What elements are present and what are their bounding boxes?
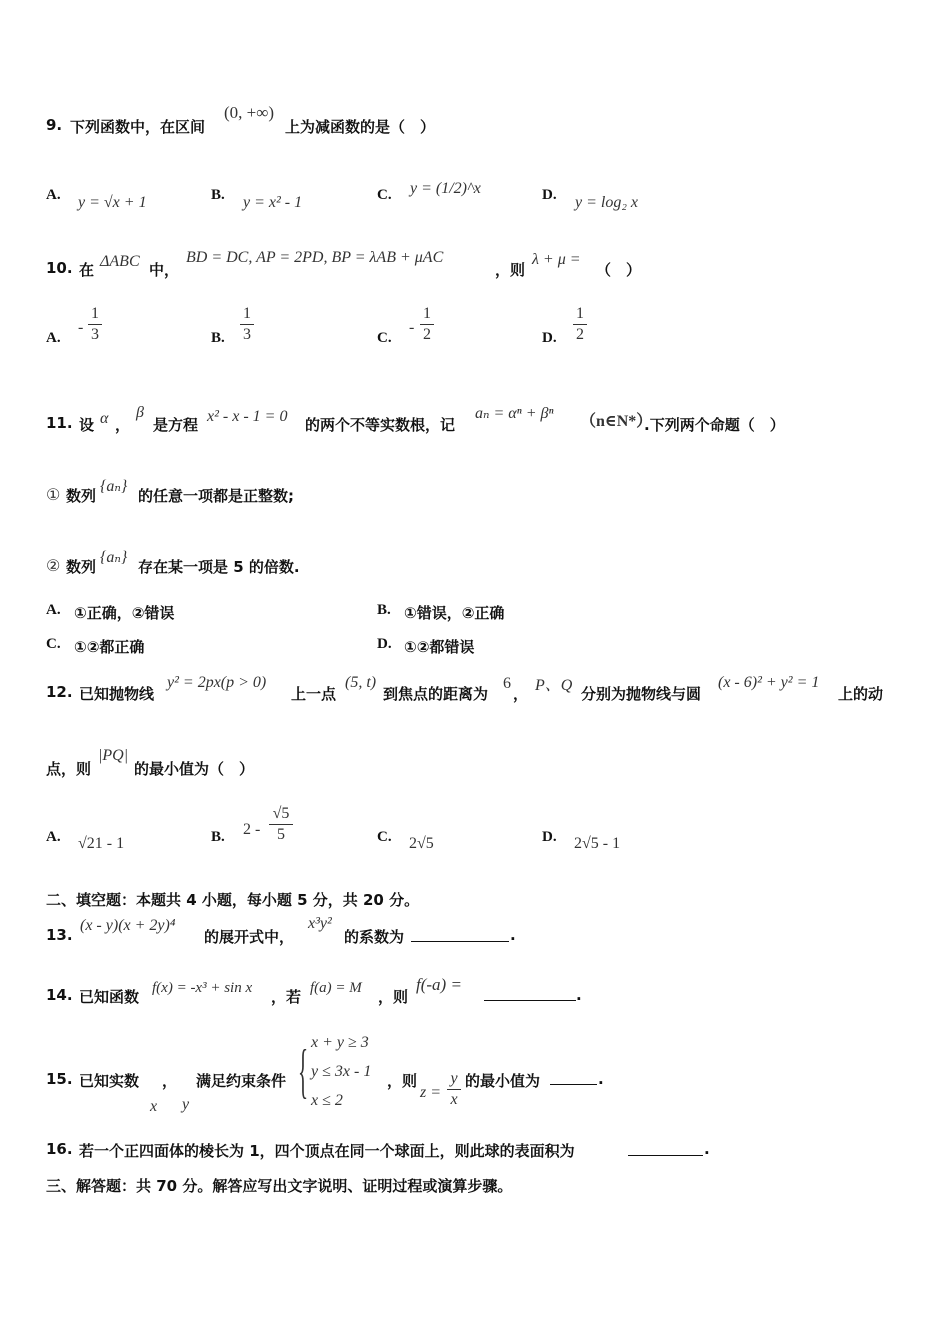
q11-equation: x² - x - 1 = 0 [207, 408, 288, 425]
q10-option-c-num: 1 [423, 305, 431, 322]
q13-answer-blank[interactable] [411, 927, 509, 942]
q15-text-2: 满足约束条件 [196, 1072, 287, 1090]
section-3-heading: 三、解答题：共 70 分。解答应写出文字说明、证明过程或演算步骤。 [46, 1177, 513, 1195]
q15-answer-blank[interactable] [550, 1070, 597, 1085]
q14-fa: f(a) = M [310, 980, 362, 996]
q16-text: 若一个正四面体的棱长为 1，四个顶点在同一个球面上，则此球的表面积为 [79, 1142, 575, 1160]
q15-text-1: 已知实数 [79, 1072, 140, 1090]
fraction-bar [420, 324, 434, 325]
q14-function: f(x) = -x³ + sin x [152, 980, 253, 996]
q9-option-b: y = x² - 1 [243, 194, 303, 211]
q11-prop2-b: 存在某一项是 5 的倍数. [138, 558, 300, 576]
q11-text-3: 是方程 [153, 416, 199, 434]
q10-stem-c: ，则 [495, 261, 526, 279]
q9-option-a-label: A. [46, 187, 61, 203]
q15-var-x: x [150, 1098, 158, 1115]
q12-option-b-den: 5 [277, 826, 285, 843]
q9-interval: (0, +∞) [224, 103, 275, 122]
q11-alpha: α [100, 410, 109, 427]
q13-text-1: 的展开式中， [204, 928, 295, 946]
q11-prop1-a: 数列 [66, 487, 97, 505]
q10-option-a-num: 1 [91, 305, 99, 322]
q12-abs-pq: |PQ| [98, 747, 129, 764]
q9-option-c-label: C. [377, 187, 392, 203]
q11-number: 11. [46, 414, 73, 432]
q16-answer-blank[interactable] [628, 1141, 703, 1156]
q11-prop1-mark: ① [46, 487, 61, 504]
q15-separator: ， [162, 1072, 178, 1090]
q14-text-1: 已知函数 [79, 988, 140, 1006]
q10-number: 10. [46, 259, 73, 277]
q12-parabola: y² = 2px(p > 0) [167, 674, 267, 691]
q15-constraint-2: y ≤ 3x - 1 [311, 1063, 372, 1080]
q10-stem-b: 中， [149, 261, 180, 279]
q11-option-c-label: C. [46, 636, 61, 652]
q11-text-2: ， [115, 416, 131, 434]
q10-option-a-sign: - [78, 319, 84, 336]
q9-stem-b: 上为减函数的是（ ） [285, 118, 436, 136]
q11-option-a: ①正确，②错误 [74, 604, 175, 622]
q12-text-8: 的最小值为（ ） [134, 760, 255, 778]
q14-f-neg-a: f(-a) = [416, 975, 462, 994]
q10-condition: BD = DC, AP = 2PD, BP = λAB + μAC [186, 249, 444, 266]
q12-text-6: 上的动 [838, 685, 884, 703]
q15-z: z = [420, 1084, 442, 1101]
q9-option-c: y = (1/2)^x [410, 180, 481, 197]
q10-option-c-sign: - [409, 319, 415, 336]
q10-ask: λ + μ = [532, 251, 581, 268]
q12-text-2: 上一点 [291, 685, 337, 703]
q15-var-y: y [182, 1096, 190, 1113]
q10-option-b-label: B. [211, 330, 225, 346]
q13-text-2: 的系数为 [344, 928, 405, 946]
q11-option-b: ①错误，②正确 [404, 604, 505, 622]
q12-option-b-num: √5 [272, 805, 290, 822]
q12-text-4: ， [513, 685, 529, 703]
q10-option-c-label: C. [377, 330, 392, 346]
q12-option-a-label: A. [46, 829, 61, 845]
q12-option-b-label: B. [211, 829, 225, 845]
q13-number: 13. [46, 926, 73, 944]
q10-stem-d: （ ） [596, 261, 642, 279]
fraction-bar [447, 1089, 461, 1090]
q11-text-1: 设 [79, 416, 95, 434]
q11-prop1-sequence: {aₙ} [100, 478, 128, 495]
q10-option-d-den: 2 [576, 326, 584, 343]
q12-option-d-label: D. [542, 829, 557, 845]
q11-option-c: ①②都正确 [74, 638, 145, 656]
q14-number: 14. [46, 986, 73, 1004]
q9-option-a: y = √x + 1 [78, 194, 147, 211]
q11-an-definition: aₙ = αⁿ + βⁿ [475, 405, 554, 422]
fraction-bar [88, 324, 102, 325]
q11-option-a-label: A. [46, 602, 61, 618]
q12-option-b-fraction [269, 805, 293, 844]
q15-text-3: ，则 [387, 1072, 418, 1090]
q12-option-b-prefix: 2 - [243, 821, 261, 838]
q15-number: 15. [46, 1070, 73, 1088]
q16-period: . [704, 1140, 710, 1158]
q9-option-b-label: B. [211, 187, 225, 203]
q10-option-c-den: 2 [423, 326, 431, 343]
q15-fraction-num: y [450, 1070, 458, 1087]
q10-stem-a: 在 [79, 261, 95, 279]
q13-term: x³y² [308, 915, 332, 932]
q10-option-a-fraction [88, 305, 102, 344]
section-2-heading: 二、填空题：本题共 4 小题，每小题 5 分，共 20 分。 [46, 891, 420, 909]
q12-option-d: 2√5 - 1 [574, 835, 621, 852]
q9-stem-a: 下列函数中，在区间 [70, 118, 206, 136]
q11-condition: （n∈N*） [580, 413, 653, 430]
fraction-bar [240, 324, 254, 325]
q11-text-4: 的两个不等实数根，记 [305, 416, 456, 434]
q12-option-c-label: C. [377, 829, 392, 845]
q14-period: . [576, 986, 582, 1004]
q11-option-d: ①②都错误 [404, 638, 475, 656]
q13-period: . [510, 926, 516, 944]
q12-option-a: √21 - 1 [78, 835, 125, 852]
q10-option-c-fraction [420, 305, 434, 344]
q15-left-brace: { [298, 1038, 309, 1104]
q11-prop2-mark: ② [46, 558, 61, 575]
q11-option-d-label: D. [377, 636, 392, 652]
q10-option-d-num: 1 [576, 305, 584, 322]
q13-expression: (x - y)(x + 2y)⁴ [80, 917, 176, 934]
fraction-bar [573, 324, 587, 325]
q15-fraction-den: x [450, 1091, 458, 1108]
q14-answer-blank[interactable] [484, 986, 576, 1001]
q11-beta: β [136, 404, 144, 421]
q11-option-b-label: B. [377, 602, 391, 618]
q12-pq: P、Q [535, 677, 573, 694]
q12-text-7: 点，则 [46, 760, 92, 778]
q11-prop2-sequence: {aₙ} [100, 549, 128, 566]
q11-text-5: .下列两个命题（ ） [644, 416, 785, 434]
q10-option-a-label: A. [46, 330, 61, 346]
q12-option-c: 2√5 [409, 835, 434, 852]
q10-option-b-num: 1 [243, 305, 251, 322]
q10-option-b-den: 3 [243, 326, 251, 343]
q15-fraction [447, 1070, 461, 1109]
q9-option-d-label: D. [542, 187, 557, 203]
q10-option-a-den: 3 [91, 326, 99, 343]
q12-text-3: 到焦点的距离为 [383, 685, 489, 703]
q12-point: (5, t) [345, 674, 377, 691]
q16-number: 16. [46, 1140, 73, 1158]
q10-option-d-fraction [573, 305, 587, 344]
q12-text-1: 已知抛物线 [79, 685, 155, 703]
q15-period: . [598, 1070, 604, 1088]
q11-prop1-b: 的任意一项都是正整数; [138, 487, 294, 505]
q10-option-b-fraction [240, 305, 254, 344]
q9-number: 9. [46, 116, 63, 134]
q12-distance: 6 [503, 675, 511, 692]
q10-triangle: ΔABC [100, 253, 140, 270]
q15-constraint-1: x + y ≥ 3 [311, 1034, 369, 1051]
fraction-bar [269, 824, 293, 825]
q10-option-d-label: D. [542, 330, 557, 346]
q15-text-4: 的最小值为 [465, 1072, 541, 1090]
q14-text-2: ，若 [271, 988, 302, 1006]
q15-constraint-3: x ≤ 2 [311, 1092, 343, 1109]
q11-prop2-a: 数列 [66, 558, 97, 576]
q12-text-5: 分别为抛物线与圆 [581, 685, 702, 703]
q12-circle: (x - 6)² + y² = 1 [718, 674, 820, 691]
q14-text-3: ，则 [378, 988, 409, 1006]
q9-option-d: y = log₂ x [575, 194, 639, 211]
q12-number: 12. [46, 683, 73, 701]
